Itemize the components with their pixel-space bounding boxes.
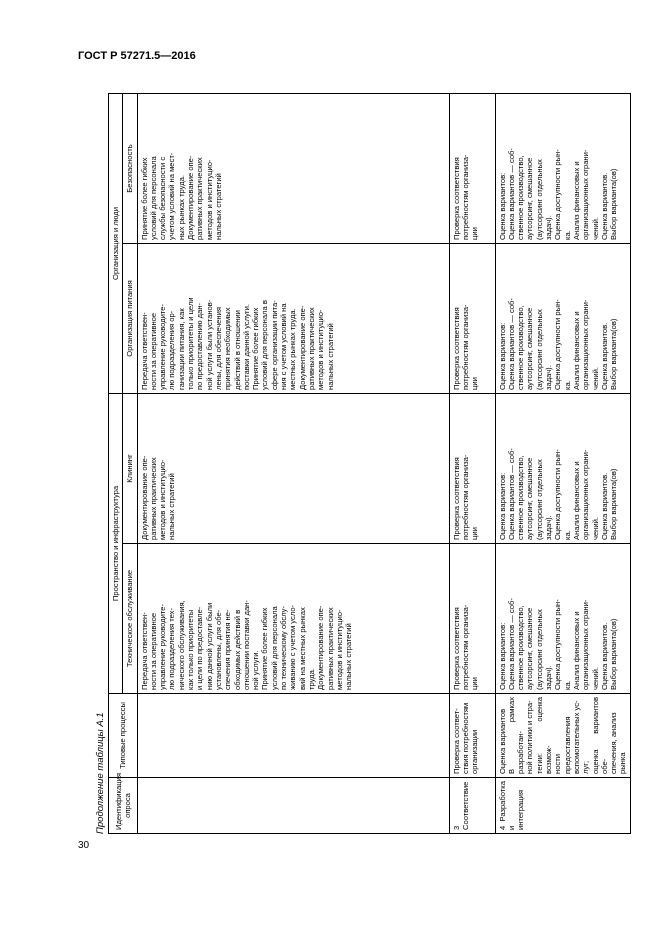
cell-process: Оценка вариантов В рамках разработан- ной политики и стра- тегии: оценка возмож- ности предоставления вспомогательных ус- луг; оценка вариантов обе- спечения, анализ рынка	[495, 694, 630, 778]
cell-process	[137, 694, 449, 778]
cell-catering: Проверка соответствия потребностям организа- ции	[449, 243, 495, 393]
cell-cleaning: Оценка вариантов: Оценка вариантов — соб- ственное производство, аутсорсинг, смешанное (аутсорсинг отдельных задач). Оценка доступности рын- ка. Анализ финансовых и организационных ограни- чений. Оценка вариантов. Выбор варианта(ов)	[495, 393, 630, 543]
cell-tech: Оценка вариантов: Оценка вариантов — соб- ственное производство, аутсорсинг, смешанное (аутсорсинг отдельных задач). Оценка доступности рын- ка. Анализ финансовых и организационных ограни- чений. Оценка вариантов. Выбор варианта(ов)	[495, 544, 630, 694]
cell-catering: Передача ответствен- ности за оперативное управление руководите- лю подразделения ор- ганизации питания, как только приоритеты и цели по предоставлению дан- ной услуги были установ- лены, для обеспечения принятия необходимых действий в отношении поставки данной услуги. Принятие более гибких условий для персонала в сфере организации пита- ния с учетом условий на местных рынках труда. Документирование опе- ративных практических методов и институцио- нальных стратегий	[137, 243, 449, 393]
table-row	[449, 93, 495, 833]
header-group-people: Организация и люди	[109, 93, 123, 393]
table-row	[495, 93, 630, 833]
header-group-space: Пространство и инфраструктура	[109, 393, 123, 693]
cell-id	[137, 778, 449, 834]
cell-id: 3 Соответствие	[449, 778, 495, 834]
header-id: Идентификация опроса	[109, 778, 138, 834]
rotated-table-container	[94, 94, 628, 834]
cell-tech: Проверка соответствия потребностям организа- ции	[449, 544, 495, 694]
cell-process: Проверка соответ- ствия потребностям организации	[449, 694, 495, 778]
cell-id: 4 Разработка и интеграция	[495, 778, 630, 834]
header-cleaning: Клининг	[123, 393, 137, 543]
table-header-row-1	[109, 93, 123, 833]
cell-tech: Передача ответствен- ности за оперативное управление руководите- лю подразделения тех- нического обслуживания, как только приоритеты и цели по предоставле- нию данной услуги были установлены, для обе- спечения принятия не- обходимых действий в отношении поставки дан- ной услуги. Принятие более гибких условий для персонала по техническому обслу- живанию с учетом усло- вий на местных рынках труда. Документирование опе- ративных практических методов и институцио- нальных стратегий	[137, 544, 449, 694]
header-catering: Организация питания	[123, 243, 137, 393]
header-process: Типовые процессы	[109, 694, 138, 778]
cell-security: Принятие более гибких условий для персонала службы безопасности с учетом условий на мест- ных рынках труда. Документирование опе- ративных практических методов и институцио- нальных стратегий	[137, 93, 449, 243]
cell-cleaning: Проверка соответствия потребностям организа- ции	[449, 393, 495, 543]
cell-cleaning: Документирование опе- ративных практических методов и институцио- нальных стратегий	[137, 393, 449, 543]
cell-security: Проверка соответствия потребностям организа- ции	[449, 93, 495, 243]
header-security: Безопасность	[123, 93, 137, 243]
table-row	[137, 93, 449, 833]
page-number: 30	[78, 840, 90, 851]
table-continuation-caption: Продолжение таблицы А.1	[95, 712, 106, 834]
services-table	[108, 93, 631, 834]
document-header: ГОСТ Р 57271.5—2016	[78, 50, 196, 62]
header-tech: Техническое обслуживание	[123, 544, 137, 694]
cell-catering: Оценка вариантов: Оценка вариантов — соб- ственное производство, аутсорсинг, смешанное (аутсорсинг отдельных задач). Оценка доступности рын- ка. Анализ финансовых и организационных ограни- чений. Оценка вариантов. Выбор варианта(ов)	[495, 243, 630, 393]
cell-security: Оценка вариантов: Оценка вариантов — соб- ственное производство, аутсорсинг, смешанное (аутсорсинг отдельных задач). Оценка доступности рын- ка. Анализ финансовых и организационных ограни- чений. Оценка вариантов. Выбор варианта(ов)	[495, 93, 630, 243]
